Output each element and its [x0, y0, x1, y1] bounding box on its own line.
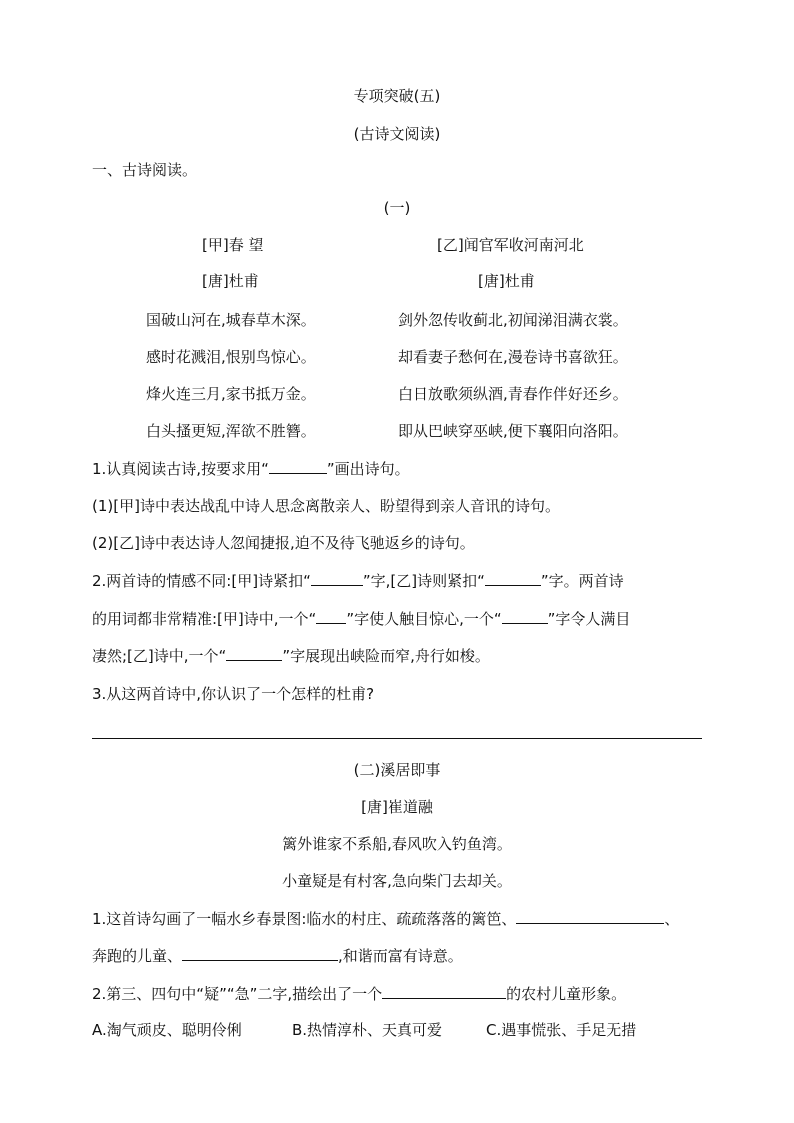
answer-blank[interactable] — [269, 459, 327, 474]
s2-q2: 2.第三、四句中“疑”“急”二字,描绘出了一个 的农村儿童形象。 — [92, 985, 627, 1003]
answer-blank[interactable] — [485, 571, 541, 586]
q1-sub1: (1)[甲]诗中表达战乱中诗人思念离散亲人、盼望得到亲人音讯的诗句。 — [92, 497, 560, 515]
page-title: 专项突破(五) — [353, 87, 441, 105]
q2-line1: 2.两首诗的情感不同:[甲]诗紧扣“ ”字,[乙]诗则紧扣“ ”字。两首诗 — [92, 572, 624, 590]
answer-blank[interactable] — [316, 609, 346, 624]
section2-author: [唐]崔道融 — [361, 798, 433, 816]
q2-line3: 凄然;[乙]诗中,一个“ ”字展现出峡险而窄,舟行如梭。 — [92, 647, 490, 665]
poem-b-line: 即从巴峡穿巫峡,便下襄阳向洛阳。 — [398, 422, 628, 440]
answer-blank[interactable] — [382, 984, 506, 999]
poem-a-title: [甲]春 望 — [202, 236, 264, 254]
answer-line[interactable] — [92, 738, 702, 739]
poem-b-line: 却看妻子愁何在,漫卷诗书喜欲狂。 — [398, 348, 628, 366]
poem-b-title: [乙]闻官军收河南河北 — [437, 236, 584, 254]
answer-blank[interactable] — [311, 571, 363, 586]
poem-a-line: 烽火连三月,家书抵万金。 — [146, 385, 316, 403]
poem-a-line: 国破山河在,城春草木深。 — [146, 311, 316, 329]
poem-b-line: 剑外忽传收蓟北,初闻涕泪满衣裳。 — [398, 311, 628, 329]
option-a[interactable]: A.淘气顽皮、聪明伶俐 — [92, 1021, 242, 1039]
q3-question: 3.从这两首诗中,你认识了一个怎样的杜甫? — [92, 685, 375, 703]
poem-b-line: 白日放歌须纵酒,青春作伴好还乡。 — [398, 385, 628, 403]
part1-label: (一) — [383, 199, 411, 217]
answer-blank[interactable] — [182, 946, 338, 961]
poem-a-line: 白头搔更短,浑欲不胜簪。 — [146, 422, 316, 440]
answer-blank[interactable] — [226, 646, 282, 661]
section2-title: (二)溪居即事 — [353, 761, 441, 779]
s2-q1-line2: 奔跑的儿童、 ,和谐而富有诗意。 — [92, 947, 463, 965]
s2-q1-line1: 1.这首诗勾画了一幅水乡春景图:临水的村庄、疏疏落落的篱笆、 、 — [92, 910, 680, 928]
poem-b-author: [唐]杜甫 — [478, 272, 535, 290]
page-subtitle: (古诗文阅读) — [353, 125, 441, 143]
poem-a-author: [唐]杜甫 — [202, 272, 259, 290]
q1-sub2: (2)[乙]诗中表达诗人忽闻捷报,迫不及待飞驰返乡的诗句。 — [92, 534, 475, 552]
answer-blank[interactable] — [502, 609, 548, 624]
answer-blank[interactable] — [516, 909, 664, 924]
option-c[interactable]: C.遇事慌张、手足无措 — [486, 1021, 637, 1039]
section2-poem-line: 篱外谁家不系船,春风吹入钓鱼湾。 — [282, 835, 512, 853]
poem-a-line: 感时花溅泪,恨别鸟惊心。 — [146, 348, 316, 366]
section2-poem-line: 小童疑是有村客,急向柴门去却关。 — [282, 872, 512, 890]
q2-line2: 的用词都非常精准:[甲]诗中,一个“ ”字使人触目惊心,一个“ ”字令人满目 — [92, 610, 631, 628]
section1-heading: 一、古诗阅读。 — [92, 161, 198, 179]
option-b[interactable]: B.热情淳朴、天真可爱 — [292, 1021, 443, 1039]
q1-instruction: 1.认真阅读古诗,按要求用“ ”画出诗句。 — [92, 460, 410, 478]
